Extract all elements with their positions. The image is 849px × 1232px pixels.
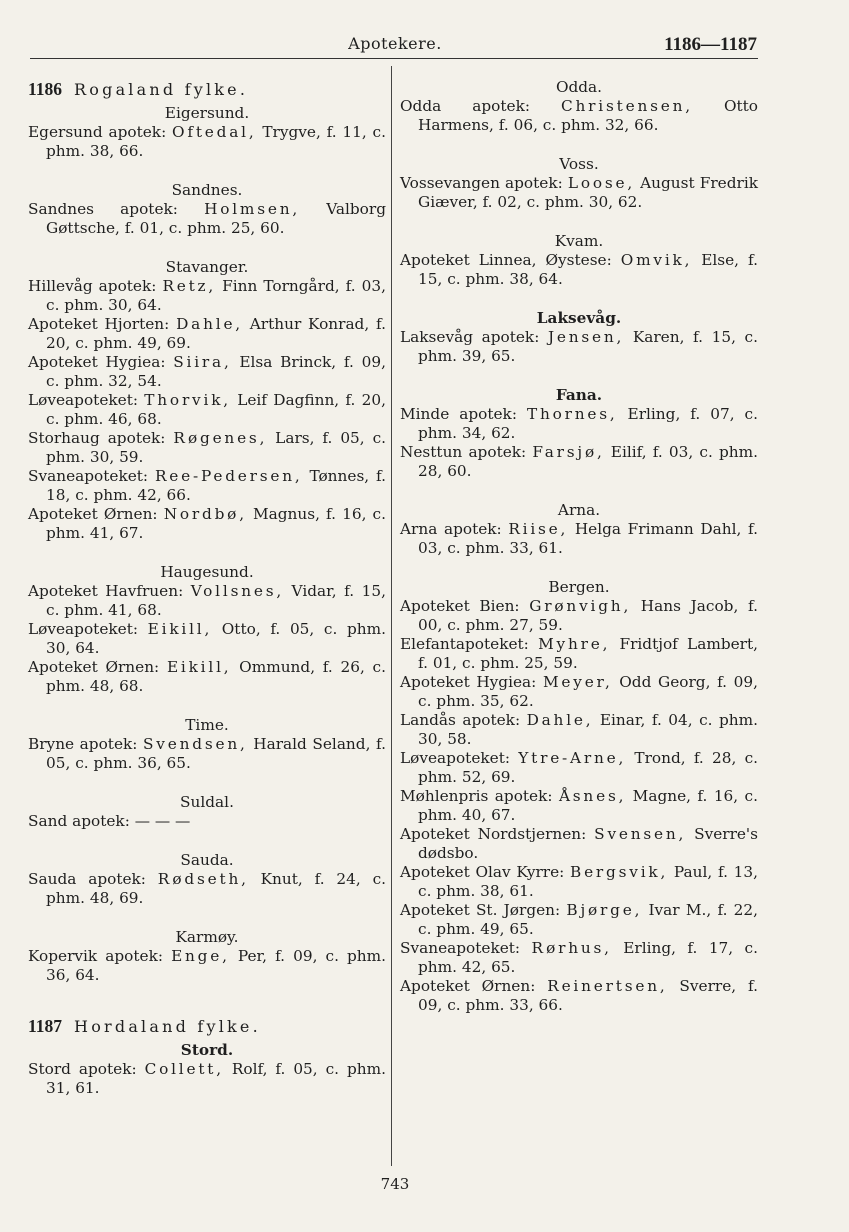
place-heading: Bergen.: [548, 578, 610, 596]
spacer: [28, 908, 386, 926]
pharmacist-surname: Thorvik,: [144, 391, 231, 409]
pharmacist-details: Magne, f. 16, c. phm. 40, 67.: [418, 787, 758, 824]
pharmacist-surname: Siira,: [173, 353, 232, 371]
spacer: [400, 558, 758, 576]
pharmacy-entry: [400, 251, 758, 289]
pharmacy-name: Odda apotek:: [400, 97, 562, 115]
section-number: 1187: [28, 1016, 63, 1036]
pharmacy-entry: [28, 200, 386, 238]
place-heading: Karmøy.: [175, 928, 239, 946]
pharmacy-entry: [400, 635, 758, 673]
pharmacy-name: Apoteket Ørnen:: [28, 505, 164, 523]
pharmacist-surname: Reinertsen,: [547, 977, 668, 995]
pharmacist-surname: Dahle,: [526, 711, 594, 729]
place-heading: Time.: [185, 716, 229, 734]
pharmacist-surname: Eikill,: [147, 620, 213, 638]
pharmacist-details: Ommund, f. 26, c. phm. 48, 68.: [46, 658, 386, 695]
pharmacist-details: Sverre's dødsbo.: [418, 825, 758, 862]
left-column: [28, 76, 386, 1098]
pharmacist-details: Lars, f. 05, c. phm. 30, 59.: [46, 429, 386, 466]
pharmacist-surname: Thornes,: [526, 405, 618, 423]
pharmacist-surname: Grønvigh,: [529, 597, 632, 615]
pharmacy-name: Apoteket Bien:: [400, 597, 530, 615]
place-heading: Odda.: [555, 78, 603, 96]
page-number: 743: [380, 1175, 410, 1193]
pharmacy-name: Apoteket Hjorten:: [28, 315, 177, 333]
pharmacist-details: Tønnes, f. 18, c. phm. 42, 66.: [46, 467, 387, 504]
pharmacy-name: Hillevåg apotek:: [28, 277, 163, 295]
pharmacy-entry: [400, 97, 758, 135]
pharmacist-surname: Ree-Pedersen,: [154, 467, 303, 485]
pharmacy-entry: [28, 870, 386, 908]
pharmacy-entry: [28, 947, 386, 985]
pharmacist-surname: Enge,: [171, 947, 230, 965]
pharmacist-surname: Holmsen,: [204, 200, 301, 218]
pharmacy-entry: [400, 597, 758, 635]
spacer: [400, 366, 758, 384]
pharmacist-details: Harald Seland, f. 05, c. phm. 36, 65.: [46, 735, 386, 772]
spacer: [28, 985, 386, 1013]
county-name: Rogaland fylke.: [74, 80, 249, 99]
pharmacist-details: Magnus, f. 16, c. phm. 41, 67.: [46, 505, 386, 542]
pharmacist-surname: Rødseth,: [157, 870, 249, 888]
pharmacist-surname: Christensen,: [561, 97, 693, 115]
place-heading: Kvam.: [554, 232, 604, 250]
spacer: [28, 773, 386, 791]
pharmacist-details: Karen, f. 15, c. phm. 39, 65.: [418, 328, 758, 365]
pharmacist-surname: Myhre,: [538, 635, 611, 653]
place-heading: Sandnes.: [171, 181, 243, 199]
pharmacist-surname: Dahle,: [176, 315, 243, 333]
pharmacy-name: Møhlenpris apotek:: [400, 787, 559, 805]
pharmacy-entry: [400, 901, 758, 939]
pharmacist-surname: Bergsvik,: [570, 863, 669, 881]
pharmacy-entry: [28, 582, 386, 620]
spacer: [28, 696, 386, 714]
pharmacist-surname: Collett,: [144, 1060, 224, 1078]
pharmacist-details: Erling, f. 07, c. phm. 34, 62.: [418, 405, 758, 442]
place-heading: Sauda.: [180, 851, 234, 869]
spacer: [28, 238, 386, 256]
pharmacist-surname: Omvik,: [620, 251, 693, 269]
pharmacist-details: Knut, f. 24, c. phm. 48, 69.: [46, 870, 386, 907]
pharmacy-entry: [28, 505, 386, 543]
pharmacy-name: Apoteket Hygiea:: [28, 353, 174, 371]
pharmacist-details: Helga Frimann Dahl, f. 03, c. phm. 33, 61.: [418, 520, 758, 557]
pharmacist-surname: Nordbø,: [163, 505, 247, 523]
pharmacist-details: Otto, f. 05, c. phm. 30, 64.: [46, 620, 386, 657]
pharmacy-entry: [28, 429, 386, 467]
section-heading: [28, 1017, 386, 1039]
pharmacist-surname: Rørhus,: [531, 939, 612, 957]
pharmacist-details: Sverre, f. 09, c. phm. 33, 66.: [418, 977, 758, 1014]
pharmacy-entry: [400, 711, 758, 749]
pharmacist-details: Valborg Gøttsche, f. 01, c. phm. 25, 60.: [46, 200, 386, 237]
pharmacy-name: Kopervik apotek:: [28, 947, 172, 965]
pharmacy-entry: [400, 939, 758, 977]
pharmacy-entry: [400, 749, 758, 787]
pharmacy-name: Apoteket Ørnen:: [28, 658, 167, 676]
pharmacist-details: — — —: [134, 812, 191, 830]
place-heading: Suldal.: [180, 793, 234, 811]
pharmacy-entry: [28, 1060, 386, 1098]
pharmacist-details: Erling, f. 17, c. phm. 42, 65.: [418, 939, 758, 976]
pharmacist-details: Leif Dagfinn, f. 20, c. phm. 46, 68.: [46, 391, 387, 428]
pharmacy-name: Laksevåg apotek:: [400, 328, 548, 346]
spacer: [28, 543, 386, 561]
pharmacist-details: August Fredrik Giæver, f. 02, c. phm. 30, 62.: [418, 174, 758, 211]
spacer: [400, 481, 758, 499]
spacer: [28, 161, 386, 179]
pharmacy-name: Apoteket Ørnen:: [400, 977, 548, 995]
spacer: [28, 831, 386, 849]
pharmacist-surname: Vollsnes,: [190, 582, 285, 600]
pharmacy-name: Vossevangen apotek:: [400, 174, 568, 192]
pharmacist-surname: Meyer,: [542, 673, 613, 691]
pharmacist-surname: Riise,: [508, 520, 569, 538]
pharmacist-details: Trygve, f. 11, c. phm. 38, 66.: [46, 123, 386, 160]
pharmacy-name: Nesttun apotek:: [400, 443, 533, 461]
pharmacy-entry: [28, 391, 386, 429]
pharmacist-details: Otto Harmens, f. 06, c. phm. 32, 66.: [418, 97, 758, 134]
pharmacy-name: Svaneapoteket:: [400, 939, 532, 957]
pharmacist-details: Arthur Konrad, f. 20, c. phm. 49, 69.: [46, 315, 386, 352]
place-heading: Laksevåg.: [536, 309, 622, 327]
column-divider: [391, 66, 392, 1166]
pharmacist-surname: Oftedal,: [172, 123, 257, 141]
pharmacy-entry: [400, 825, 758, 863]
pharmacist-details: Hans Jacob, f. 00, c. phm. 27, 59.: [418, 597, 758, 634]
spacer: [400, 135, 758, 153]
pharmacy-name: Bryne apotek:: [28, 735, 144, 753]
pharmacy-name: Svaneapoteket:: [28, 467, 155, 485]
right-column: [400, 76, 758, 1015]
pharmacy-entry: [28, 353, 386, 391]
pharmacy-name: Minde apotek:: [400, 405, 527, 423]
place-heading: Eigersund.: [164, 104, 250, 122]
pharmacist-surname: Retz,: [162, 277, 217, 295]
pharmacy-name: Landås apotek:: [400, 711, 527, 729]
pharmacy-entry: [400, 443, 758, 481]
place-heading: Fana.: [555, 386, 603, 404]
pharmacy-name: Apoteket Hygiea:: [400, 673, 543, 691]
pharmacist-details: Einar, f. 04, c. phm. 30, 58.: [418, 711, 758, 748]
pharmacy-entry: [28, 467, 386, 505]
pharmacist-details: Elsa Brinck, f. 09, c. phm. 32, 54.: [46, 353, 387, 390]
pharmacy-name: Apoteket Linnea, Øystese:: [400, 251, 621, 269]
pharmacy-entry: [400, 520, 758, 558]
pharmacy-name: Arna apotek:: [400, 520, 509, 538]
place-heading: Arna.: [557, 501, 601, 519]
pharmacist-details: Fridtjof Lambert, f. 01, c. phm. 25, 59.: [418, 635, 759, 672]
pharmacy-entry: [28, 620, 386, 658]
pharmacist-details: Per, f. 09, c. phm. 36, 64.: [46, 947, 387, 984]
pharmacist-details: Ivar M., f. 22, c. phm. 49, 65.: [418, 901, 758, 938]
pharmacy-entry: [28, 123, 386, 161]
pharmacy-name: Elefantapoteket:: [400, 635, 539, 653]
running-header-title: Apotekere.: [348, 34, 442, 53]
county-name: Hordaland fylke.: [74, 1017, 261, 1036]
spacer: [400, 289, 758, 307]
pharmacy-entry: [28, 315, 386, 353]
pharmacy-entry: [28, 812, 386, 831]
pharmacy-name: Sand apotek:: [28, 812, 135, 830]
pharmacist-details: Else, f. 15, c. phm. 38, 64.: [418, 251, 759, 288]
pharmacy-name: Løveapoteket:: [28, 391, 145, 409]
pharmacist-surname: Svendsen,: [143, 735, 248, 753]
running-header-range: 1186—1187: [664, 34, 757, 55]
pharmacist-details: Vidar, f. 15, c. phm. 41, 68.: [46, 582, 386, 619]
pharmacy-entry: [400, 174, 758, 212]
header-rule: [30, 58, 758, 59]
pharmacy-entry: [28, 277, 386, 315]
pharmacist-surname: Loose,: [567, 174, 636, 192]
pharmacy-name: Stord apotek:: [28, 1060, 145, 1078]
pharmacist-surname: Svensen,: [594, 825, 687, 843]
pharmacy-entry: [400, 863, 758, 901]
place-heading: Stavanger.: [165, 258, 249, 276]
pharmacy-name: Løveapoteket:: [28, 620, 148, 638]
pharmacy-entry: [28, 735, 386, 773]
pharmacy-name: Apoteket Havfruen:: [28, 582, 191, 600]
pharmacy-name: Apoteket Nordstjernen:: [400, 825, 595, 843]
pharmacy-entry: [400, 328, 758, 366]
pharmacy-name: Apoteket Olav Kyrre:: [400, 863, 571, 881]
pharmacist-surname: Ytre-Arne,: [518, 749, 627, 767]
pharmacy-entry: [400, 673, 758, 711]
place-heading: Haugesund.: [160, 563, 254, 581]
pharmacist-details: Odd Georg, f. 09, c. phm. 35, 62.: [418, 673, 758, 710]
spacer: [400, 212, 758, 230]
pharmacy-name: Sandnes apotek:: [28, 200, 205, 218]
pharmacist-details: Finn Torngård, f. 03, c. phm. 30, 64.: [46, 277, 386, 314]
pharmacist-details: Trond, f. 28, c. phm. 52, 69.: [418, 749, 758, 786]
pharmacist-surname: Åsnes,: [558, 787, 627, 805]
pharmacy-name: Apoteket St. Jørgen:: [400, 901, 567, 919]
pharmacy-name: Egersund apotek:: [28, 123, 173, 141]
pharmacist-details: Rolf, f. 05, c. phm. 31, 61.: [46, 1060, 386, 1097]
pharmacist-surname: Farsjø,: [532, 443, 605, 461]
section-number: 1186: [28, 79, 63, 99]
pharmacist-surname: Røgenes,: [173, 429, 268, 447]
pharmacy-name: Sauda apotek:: [28, 870, 158, 888]
place-heading: Stord.: [180, 1041, 234, 1059]
pharmacy-entry: [400, 787, 758, 825]
pharmacy-entry: [28, 658, 386, 696]
pharmacy-name: Løveapoteket:: [400, 749, 519, 767]
pharmacy-entry: [400, 405, 758, 443]
pharmacist-surname: Bjørge,: [566, 901, 643, 919]
place-heading: Voss.: [559, 155, 599, 173]
pharmacist-details: Eilif, f. 03, c. phm. 28, 60.: [418, 443, 758, 480]
pharmacy-entry: [400, 977, 758, 1015]
section-heading: [28, 80, 386, 102]
pharmacist-details: Paul, f. 13, c. phm. 38, 61.: [418, 863, 758, 900]
pharmacist-surname: Eikill,: [166, 658, 232, 676]
pharmacy-name: Storhaug apotek:: [28, 429, 174, 447]
pharmacist-surname: Jensen,: [547, 328, 625, 346]
